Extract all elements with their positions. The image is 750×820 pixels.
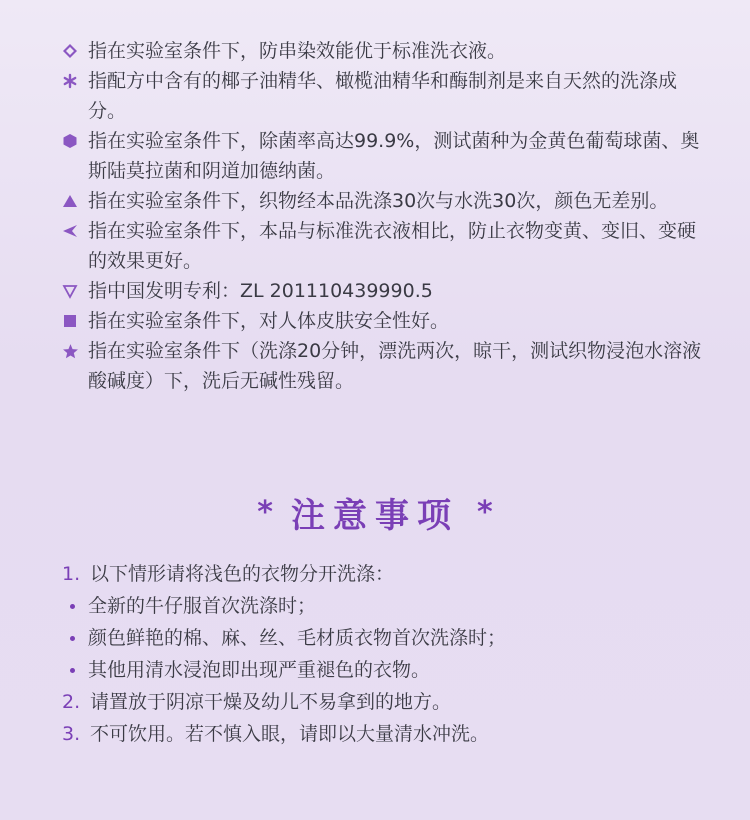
footnote-text: 指在实验室条件下（洗涤20分钟，漂洗两次，晾干，测试织物浸泡水溶液酸碱度）下，洗后无碱性残留。 — [88, 340, 702, 392]
footnote-item — [62, 336, 702, 396]
caution-title-row — [257, 488, 492, 537]
asterisk-icon — [62, 66, 88, 96]
footnote-text: 指配方中含有的椰子油精华、橄榄油精华和酶制剂是来自天然的洗涤成分。 — [88, 70, 678, 122]
footnote-item — [62, 186, 702, 216]
caution-subitem — [62, 590, 702, 622]
caution-text: 不可饮用。若不慎入眼，请即以大量清水冲洗。 — [90, 723, 490, 745]
footnote-item — [62, 36, 702, 66]
caution-list — [62, 558, 702, 750]
footnote-text: 指在实验室条件下，对人体皮肤安全性好。 — [88, 310, 450, 332]
bullet-dot-icon — [70, 654, 88, 686]
square-icon — [62, 306, 88, 336]
caution-text: 请置放于阴凉干燥及幼儿不易拿到的地方。 — [90, 691, 452, 713]
footnote-text: 指在实验室条件下，除菌率高达99.9%，测试菌种为金黄色葡萄球菌、奥斯陆莫拉菌和阴道加德纳菌。 — [88, 130, 700, 182]
triangle-up-icon — [62, 186, 88, 216]
triangle-down-outline-icon — [62, 276, 88, 306]
bullet-dot-icon — [70, 622, 88, 654]
footnote-text: 指在实验室条件下，本品与标准洗衣液相比，防止衣物变黄、变旧、变硬的效果更好。 — [88, 220, 697, 272]
footnote-item — [62, 126, 702, 186]
footnote-item — [62, 66, 702, 126]
caution-number: 1. — [62, 563, 81, 585]
footnotes-list — [62, 36, 702, 396]
caution-subitem-text: 其他用清水浸泡即出现严重褪色的衣物。 — [88, 659, 431, 681]
caution-number: 2. — [62, 691, 81, 713]
caution-heading — [0, 488, 750, 537]
caution-title: 注意事项 — [291, 496, 459, 536]
bullet-dot-icon — [70, 590, 88, 622]
star-icon — [62, 336, 88, 366]
caution-item — [62, 718, 702, 750]
caution-item — [62, 686, 702, 718]
caution-text: 以下情形请将浅色的衣物分开洗涤： — [90, 563, 395, 585]
footnote-text: 指在实验室条件下，防串染效能优于标准洗衣液。 — [88, 40, 507, 62]
diamond-icon — [62, 36, 88, 66]
footnote-item — [62, 306, 702, 336]
caution-subitem — [62, 654, 702, 686]
caution-subitem-text: 全新的牛仔服首次洗涤时； — [88, 595, 317, 617]
footnote-item — [62, 216, 702, 276]
title-star-left: * — [257, 495, 273, 530]
footnote-item — [62, 276, 702, 306]
footnote-text: 指在实验室条件下，织物经本品洗涤30次与水洗30次，颜色无差别。 — [88, 190, 669, 212]
hexagon-icon — [62, 126, 88, 156]
caution-number: 3. — [62, 723, 81, 745]
caution-subitem — [62, 622, 702, 654]
chevron-left-icon — [62, 216, 88, 246]
caution-item — [62, 558, 702, 590]
footnote-text: 指中国发明专利：ZL 201110439990.5 — [88, 280, 433, 302]
caution-subitem-text: 颜色鲜艳的棉、麻、丝、毛材质衣物首次洗涤时； — [88, 627, 507, 649]
title-star-right: * — [477, 495, 493, 530]
